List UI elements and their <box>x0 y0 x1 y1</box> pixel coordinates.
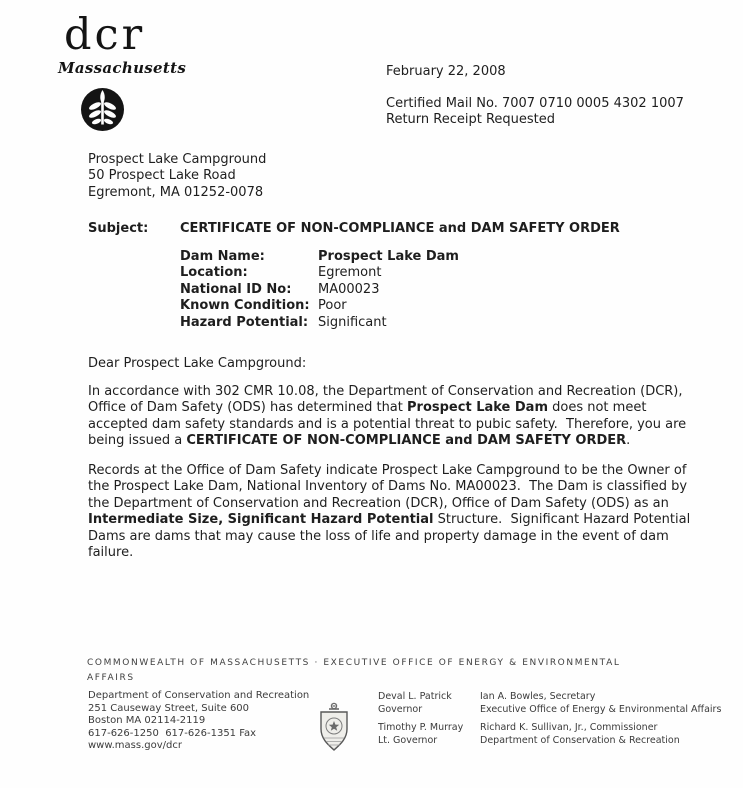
dam-info-label: Hazard Potential: <box>180 314 309 330</box>
dam-info-row <box>180 315 459 331</box>
dam-info-row <box>180 265 459 281</box>
letter-date: February 22, 2008 <box>386 64 506 79</box>
official-entry <box>378 721 480 747</box>
subject-title: CERTIFICATE OF NON-COMPLIANCE and DAM SAFETY ORDER <box>180 221 620 236</box>
subject-label: Subject: <box>88 221 149 236</box>
commonwealth-banner-line: COMMONWEALTH OF MASSACHUSETTS · EXECUTIVE OFFICE OF ENERGY & ENVIRONMENTAL <box>87 658 621 668</box>
dam-info-row <box>180 249 459 265</box>
recipient-line: 50 Prospect Lake Road <box>88 168 236 184</box>
recipient-address <box>88 152 266 201</box>
dam-info-label: National ID No: <box>180 281 292 297</box>
return-receipt-line: Return Receipt Requested <box>386 111 556 127</box>
dam-info-label: Known Condition: <box>180 298 310 314</box>
department-city: Boston MA 02114-2119 <box>88 715 206 727</box>
executive-entry <box>480 690 721 716</box>
dam-info-value: Significant <box>318 314 387 330</box>
commonwealth-banner <box>87 656 620 686</box>
governor-title: Governor <box>378 704 423 715</box>
dcr-leaf-icon <box>80 87 125 132</box>
subject-row <box>88 221 620 236</box>
department-phone-fax: 617-626-1250 617-626-1351 Fax <box>88 727 257 739</box>
body-paragraph-1: In accordance with 302 CMR 10.08, the Department of Conservation and Recreation (DCR), Office of Dam Safety (ODS) has determined that Prospect Lake Dam does not meet accepted dam safety standards and is a potential threat to pubic safety. Therefore, you are being issued a CERTIFICATE OF NON-COMPLIANCE and DAM SAFETY ORDER. <box>88 384 687 449</box>
lt-governor-name: Timothy P. Murray <box>378 722 464 733</box>
certified-mail-line: Certified Mail No. 7007 0710 0005 4302 1007 <box>386 96 684 111</box>
recipient-line: Prospect Lake Campground <box>88 152 267 167</box>
officials-block <box>378 690 721 747</box>
commissioner-org: Department of Conservation & Recreation <box>480 735 680 746</box>
governor-name: Deval L. Patrick <box>378 691 452 702</box>
dam-info-label: Location: <box>180 265 248 281</box>
official-entry <box>378 690 480 716</box>
executives-column <box>480 690 721 747</box>
dam-info-table <box>180 249 459 331</box>
executive-entry <box>480 721 721 747</box>
secretary-org: Executive Office of Energy & Environmental Affairs <box>480 704 722 715</box>
dam-info-value: MA00023 <box>318 281 380 297</box>
salutation: Dear Prospect Lake Campground: <box>88 356 307 371</box>
body-paragraph-2: Records at the Office of Dam Safety indicate Prospect Lake Campground to be the Owner of the Prospect Lake Dam, National Inventory of Dams No. MA00023. The Dam is classified by the Department of Conservation and Recreation (DCR), Office of Dam Safety (ODS) as an Intermediate Size, Significant Hazard Potential Structure. Significant Hazard Potential Dams are dams that may cause the loss of life and property damage in the event of dam failure. <box>88 463 691 561</box>
commissioner-name: Richard K. Sullivan, Jr., Commissioner <box>480 722 658 733</box>
dam-info-row <box>180 282 459 298</box>
department-address-block <box>88 690 309 753</box>
massachusetts-state-seal-icon <box>316 701 352 753</box>
dam-info-value: Poor <box>318 298 347 314</box>
dcr-wordmark: dcr <box>64 10 146 60</box>
dam-info-row <box>180 298 459 314</box>
massachusetts-label: Massachusetts <box>58 59 187 77</box>
lt-governor-title: Lt. Governor <box>378 735 438 746</box>
commonwealth-banner-line: AFFAIRS <box>87 673 135 683</box>
secretary-name: Ian A. Bowles, Secretary <box>480 691 596 702</box>
dam-info-value: Prospect Lake Dam <box>318 249 459 264</box>
department-street: 251 Causeway Street, Suite 600 <box>88 702 250 714</box>
dam-info-label: Dam Name: <box>180 249 265 264</box>
department-name: Department of Conservation and Recreation <box>88 690 310 701</box>
department-website: www.mass.gov/dcr <box>88 740 182 752</box>
recipient-line: Egremont, MA 01252-0078 <box>88 184 264 200</box>
mail-block <box>386 96 684 127</box>
officials-names-column <box>378 690 480 747</box>
dam-info-value: Egremont <box>318 265 382 281</box>
